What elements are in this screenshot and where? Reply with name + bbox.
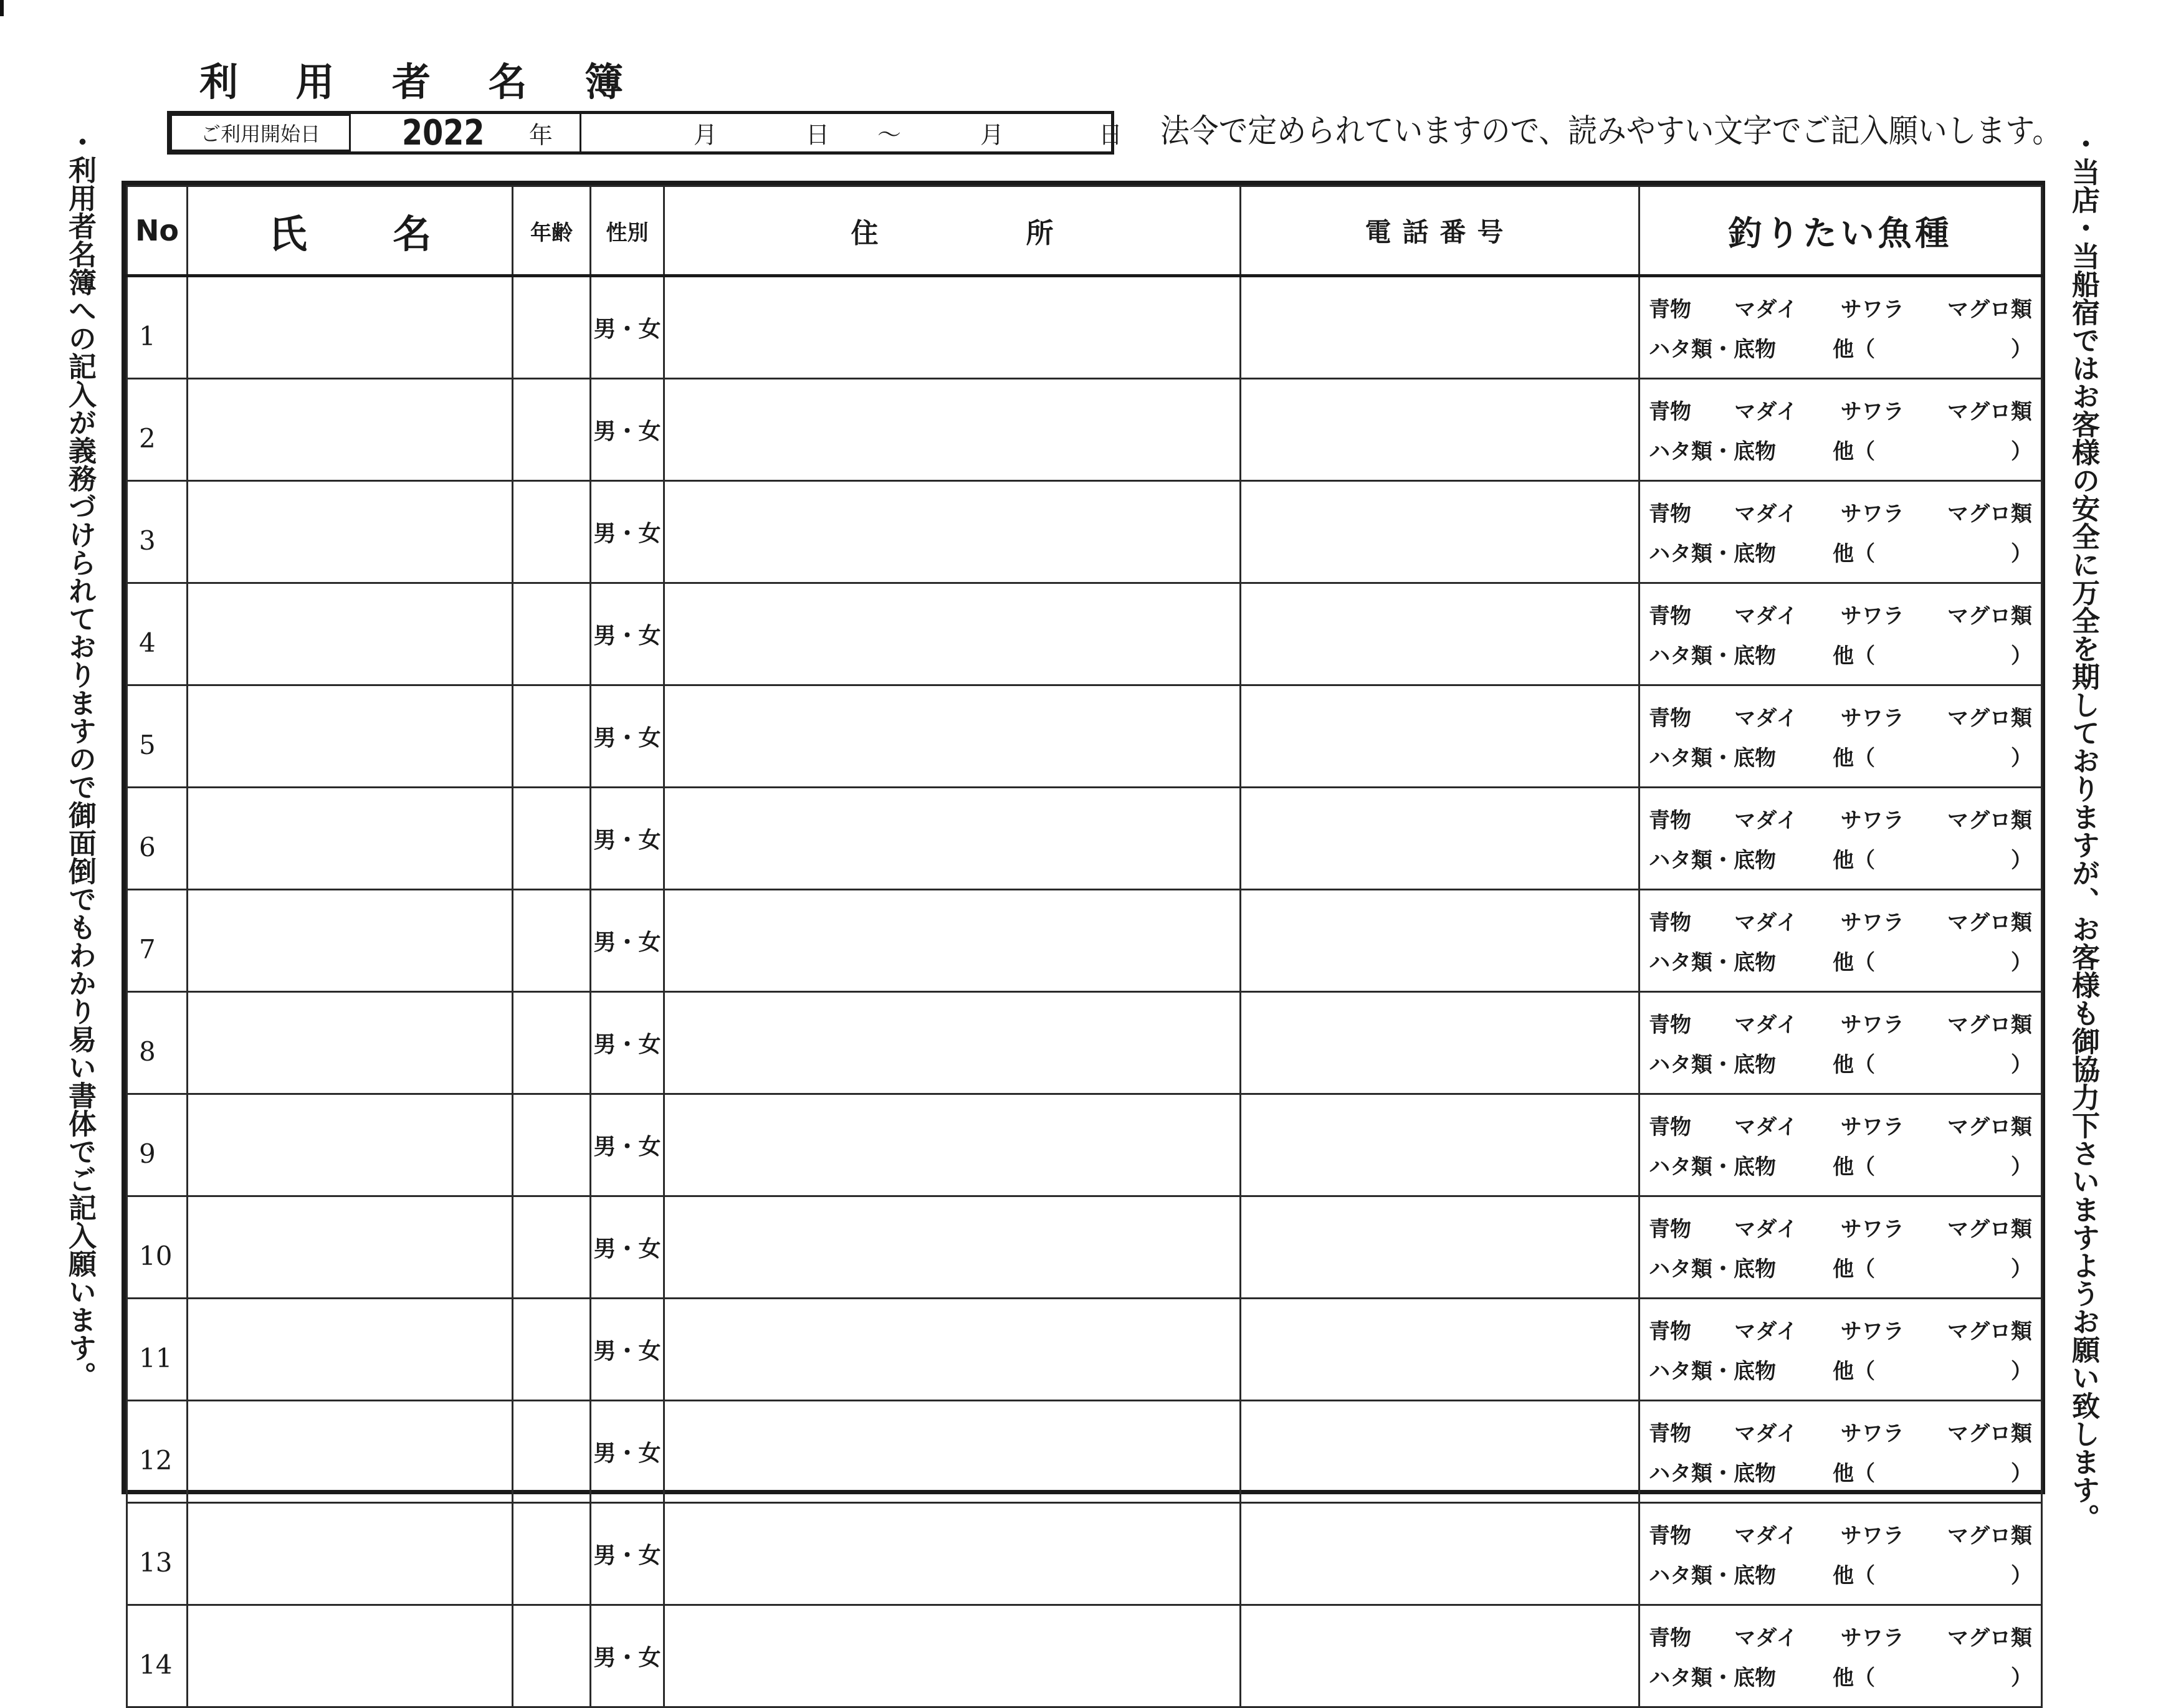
- fish-line-1: [1649, 1105, 2032, 1145]
- fish-line-2: [1649, 328, 2032, 368]
- fish-option[interactable]: マグロ類: [1947, 604, 2032, 629]
- fish-line-2: [1649, 1043, 2032, 1083]
- fish-option[interactable]: 青物: [1649, 297, 1691, 322]
- gender-options[interactable]: 男・女: [591, 481, 664, 583]
- table-row: [127, 583, 2042, 685]
- header-fish: 釣りたい魚種: [1639, 186, 2042, 276]
- fish-option[interactable]: 青物: [1649, 910, 1691, 935]
- fish-options-cell[interactable]: [1639, 1503, 2042, 1605]
- row-number: 13: [127, 1503, 188, 1605]
- header-address-char: 住: [851, 217, 879, 249]
- fish-option[interactable]: サワラ: [1840, 1421, 1904, 1446]
- fish-option[interactable]: サワラ: [1840, 502, 1904, 527]
- fish-option[interactable]: 青物: [1649, 706, 1691, 731]
- other-close: ）: [2011, 1359, 2032, 1384]
- other-open: 他（: [1833, 1563, 1875, 1588]
- fish-option[interactable]: マダイ: [1734, 1421, 1798, 1446]
- row-number: 6: [127, 788, 188, 890]
- fish-other-field[interactable]: [1833, 741, 2032, 771]
- table-row: [127, 1605, 2042, 1707]
- phone-cell[interactable]: [1241, 1299, 1639, 1401]
- gender-options[interactable]: 男・女: [591, 276, 664, 379]
- fish-other-field[interactable]: [1833, 1150, 2032, 1180]
- table-row: [127, 1299, 2042, 1401]
- fish-option[interactable]: サワラ: [1840, 1115, 1904, 1140]
- fish-option[interactable]: ハタ類・底物: [1649, 1563, 1776, 1588]
- age-cell[interactable]: [513, 379, 591, 481]
- fish-line-1: [1649, 1616, 2032, 1656]
- title-char: 利: [199, 59, 239, 105]
- fish-option[interactable]: サワラ: [1840, 1217, 1904, 1242]
- fish-option[interactable]: サワラ: [1840, 604, 1904, 629]
- fish-option[interactable]: マグロ類: [1947, 1115, 2032, 1140]
- other-open: 他（: [1833, 950, 1875, 975]
- address-cell[interactable]: [664, 890, 1241, 992]
- fish-option[interactable]: マダイ: [1734, 604, 1798, 629]
- fish-options-cell[interactable]: [1639, 379, 2042, 481]
- other-close: ）: [2011, 1461, 2032, 1486]
- fish-options-cell[interactable]: [1639, 1094, 2042, 1196]
- fish-option[interactable]: サワラ: [1840, 297, 1904, 322]
- right-side-note: ・当店・当船宿ではお客様の安全に万全を期しておりますが、お客様も御協力下さいますようお願い致します。: [2067, 130, 2100, 1532]
- other-close: ）: [2011, 1155, 2032, 1180]
- fish-option[interactable]: マダイ: [1734, 1115, 1798, 1140]
- name-cell[interactable]: [188, 890, 513, 992]
- fish-line-1: [1649, 1514, 2032, 1554]
- other-open: 他（: [1833, 746, 1875, 771]
- age-cell[interactable]: [513, 1605, 591, 1707]
- gender-options[interactable]: 男・女: [591, 1503, 664, 1605]
- age-cell[interactable]: [513, 1094, 591, 1196]
- name-cell[interactable]: [188, 276, 513, 379]
- other-open: 他（: [1833, 1257, 1875, 1282]
- phone-cell[interactable]: [1241, 788, 1639, 890]
- fish-other-field[interactable]: [1833, 1661, 2032, 1691]
- fish-option[interactable]: マグロ類: [1947, 399, 2032, 424]
- usage-start-label: ご利用開始日: [170, 114, 351, 151]
- fish-other-field[interactable]: [1833, 1047, 2032, 1078]
- fish-option[interactable]: マグロ類: [1947, 1524, 2032, 1548]
- fish-option[interactable]: ハタ類・底物: [1649, 439, 1776, 464]
- date-range-field[interactable]: [581, 114, 1123, 151]
- fish-option[interactable]: マグロ類: [1947, 502, 2032, 527]
- other-close: ）: [2011, 848, 2032, 873]
- fish-option[interactable]: マダイ: [1734, 808, 1798, 833]
- fish-option[interactable]: マダイ: [1734, 502, 1798, 527]
- other-close: ）: [2011, 1563, 2032, 1588]
- fish-option[interactable]: マダイ: [1734, 1626, 1798, 1651]
- fish-line-2: [1649, 941, 2032, 981]
- fish-option[interactable]: 青物: [1649, 399, 1691, 424]
- name-cell[interactable]: [188, 685, 513, 788]
- table-row: [127, 1196, 2042, 1299]
- gender-options[interactable]: 男・女: [591, 992, 664, 1094]
- gender-options[interactable]: 男・女: [591, 1094, 664, 1196]
- fish-other-field[interactable]: [1833, 537, 2032, 567]
- header-address: [664, 186, 1241, 276]
- address-cell[interactable]: [664, 481, 1241, 583]
- gender-options[interactable]: 男・女: [591, 1196, 664, 1299]
- header-address-char: 所: [1026, 217, 1054, 249]
- fish-option[interactable]: マグロ類: [1947, 297, 2032, 322]
- start-month-label: 月: [694, 121, 718, 149]
- year-field[interactable]: [351, 114, 581, 151]
- address-cell[interactable]: [664, 1094, 1241, 1196]
- fish-option[interactable]: ハタ類・底物: [1649, 644, 1776, 669]
- other-close: ）: [2011, 950, 2032, 975]
- row-number: 5: [127, 685, 188, 788]
- fish-line-2: [1649, 1452, 2032, 1492]
- fish-option[interactable]: ハタ類・底物: [1649, 337, 1776, 362]
- gender-options[interactable]: 男・女: [591, 1401, 664, 1503]
- fish-option[interactable]: サワラ: [1840, 706, 1904, 731]
- fish-line-1: [1649, 492, 2032, 532]
- title-char: 簿: [584, 59, 623, 105]
- table-row: [127, 481, 2042, 583]
- other-open: 他（: [1833, 1666, 1875, 1691]
- fish-options-cell[interactable]: [1639, 481, 2042, 583]
- fish-options-cell[interactable]: [1639, 1401, 2042, 1503]
- address-cell[interactable]: [664, 685, 1241, 788]
- fish-option[interactable]: ハタ類・底物: [1649, 1461, 1776, 1486]
- title-char: 用: [295, 59, 335, 105]
- row-number: 4: [127, 583, 188, 685]
- name-cell[interactable]: [188, 788, 513, 890]
- header-age: 年齢: [513, 186, 591, 276]
- fish-other-field[interactable]: [1833, 945, 2032, 976]
- fish-option[interactable]: ハタ類・底物: [1649, 746, 1776, 771]
- age-cell[interactable]: [513, 276, 591, 379]
- header-no: No: [127, 186, 188, 276]
- fish-line-1: [1649, 390, 2032, 430]
- address-cell[interactable]: [664, 788, 1241, 890]
- other-close: ）: [2011, 746, 2032, 771]
- fish-option[interactable]: マグロ類: [1947, 1217, 2032, 1242]
- fish-line-2: [1649, 839, 2032, 879]
- fish-option[interactable]: ハタ類・底物: [1649, 1052, 1776, 1077]
- fish-option[interactable]: ハタ類・底物: [1649, 542, 1776, 566]
- address-cell[interactable]: [664, 1401, 1241, 1503]
- gender-options[interactable]: 男・女: [591, 1299, 664, 1401]
- header-name-char: 名: [393, 211, 432, 257]
- phone-cell[interactable]: [1241, 1605, 1639, 1707]
- roster-table: [122, 181, 2045, 1691]
- address-cell[interactable]: [664, 992, 1241, 1094]
- left-side-note: ・利用者名簿への記入が義務づけられておりますので御面倒でもわかり易い書体でご記入願います。: [64, 128, 97, 1390]
- fish-option[interactable]: 青物: [1649, 1421, 1691, 1446]
- phone-cell[interactable]: [1241, 481, 1639, 583]
- other-open: 他（: [1833, 1052, 1875, 1077]
- address-cell[interactable]: [664, 1503, 1241, 1605]
- row-number: 12: [127, 1401, 188, 1503]
- other-close: ）: [2011, 1666, 2032, 1691]
- fish-option[interactable]: 青物: [1649, 1319, 1691, 1344]
- age-cell[interactable]: [513, 1299, 591, 1401]
- fish-option[interactable]: サワラ: [1840, 1319, 1904, 1344]
- fish-other-field[interactable]: [1833, 1558, 2032, 1589]
- fish-option[interactable]: マダイ: [1734, 910, 1798, 935]
- fish-options-cell[interactable]: [1639, 788, 2042, 890]
- row-number: 9: [127, 1094, 188, 1196]
- phone-cell[interactable]: [1241, 583, 1639, 685]
- start-day-label: 日: [806, 121, 830, 149]
- other-close: ）: [2011, 644, 2032, 669]
- fish-option[interactable]: サワラ: [1840, 808, 1904, 833]
- table-row: [127, 1401, 2042, 1503]
- fish-option[interactable]: マグロ類: [1947, 808, 2032, 833]
- other-open: 他（: [1833, 1155, 1875, 1180]
- row-number: 3: [127, 481, 188, 583]
- row-number: 2: [127, 379, 188, 481]
- gender-options[interactable]: 男・女: [591, 685, 664, 788]
- legal-notice: 法令で定められていますので、読みやすい文字でご記入願いします。: [1160, 113, 2062, 150]
- fish-line-1: [1649, 1310, 2032, 1350]
- other-close: ）: [2011, 1257, 2032, 1282]
- fish-option[interactable]: サワラ: [1840, 399, 1904, 424]
- fish-option[interactable]: サワラ: [1840, 1524, 1904, 1548]
- table-row: [127, 685, 2042, 788]
- fish-line-2: [1649, 1656, 2032, 1696]
- row-number: 8: [127, 992, 188, 1094]
- fish-options-cell[interactable]: [1639, 890, 2042, 992]
- fish-option[interactable]: ハタ類・底物: [1649, 1155, 1776, 1180]
- other-close: ）: [2011, 337, 2032, 362]
- fish-line-2: [1649, 737, 2032, 776]
- fish-option[interactable]: ハタ類・底物: [1649, 1257, 1776, 1282]
- age-cell[interactable]: [513, 1503, 591, 1605]
- gender-options[interactable]: 男・女: [591, 890, 664, 992]
- other-open: 他（: [1833, 542, 1875, 566]
- roster-body: [127, 276, 2042, 1707]
- gender-options[interactable]: 男・女: [591, 1605, 664, 1707]
- fish-option[interactable]: マダイ: [1734, 1217, 1798, 1242]
- fish-option[interactable]: マグロ類: [1947, 1626, 2032, 1651]
- page-title: [199, 57, 623, 107]
- fish-line-1: [1649, 1003, 2032, 1043]
- year-unit: 年: [528, 121, 553, 149]
- phone-cell[interactable]: [1241, 890, 1639, 992]
- other-open: 他（: [1833, 644, 1875, 669]
- fish-option[interactable]: ハタ類・底物: [1649, 1359, 1776, 1384]
- age-cell[interactable]: [513, 1401, 591, 1503]
- name-cell[interactable]: [188, 992, 513, 1094]
- fish-option[interactable]: サワラ: [1840, 1626, 1904, 1651]
- table-header-row: [127, 186, 2042, 276]
- age-cell[interactable]: [513, 890, 591, 992]
- end-month-label: 月: [980, 121, 1005, 149]
- fish-line-2: [1649, 1350, 2032, 1390]
- header-gender: 性別: [591, 186, 664, 276]
- fish-line-1: [1649, 697, 2032, 737]
- fish-option[interactable]: サワラ: [1840, 1013, 1904, 1038]
- phone-cell[interactable]: [1241, 1196, 1639, 1299]
- address-cell[interactable]: [664, 1299, 1241, 1401]
- table-row: [127, 276, 2042, 379]
- age-cell[interactable]: [513, 992, 591, 1094]
- fish-option[interactable]: マダイ: [1734, 1524, 1798, 1548]
- name-cell[interactable]: [188, 583, 513, 685]
- name-cell[interactable]: [188, 481, 513, 583]
- range-tilde: 〜: [877, 121, 902, 149]
- fish-line-1: [1649, 1412, 2032, 1452]
- fish-options-cell[interactable]: [1639, 1605, 2042, 1707]
- fish-options-cell[interactable]: [1639, 276, 2042, 379]
- row-number: 7: [127, 890, 188, 992]
- other-close: ）: [2011, 1052, 2032, 1077]
- fish-option[interactable]: マグロ類: [1947, 1013, 2032, 1038]
- name-cell[interactable]: [188, 1299, 513, 1401]
- other-close: ）: [2011, 439, 2032, 464]
- fish-line-2: [1649, 532, 2032, 572]
- address-cell[interactable]: [664, 379, 1241, 481]
- year-value: 2022: [402, 112, 485, 153]
- fish-other-field[interactable]: [1833, 639, 2032, 669]
- other-open: 他（: [1833, 1461, 1875, 1486]
- fish-option[interactable]: 青物: [1649, 1524, 1691, 1548]
- fish-option[interactable]: マダイ: [1734, 1319, 1798, 1344]
- fish-line-2: [1649, 1145, 2032, 1185]
- other-open: 他（: [1833, 1359, 1875, 1384]
- phone-cell[interactable]: [1241, 379, 1639, 481]
- fish-option[interactable]: 青物: [1649, 1115, 1691, 1140]
- fish-line-1: [1649, 1208, 2032, 1248]
- fish-option[interactable]: 青物: [1649, 604, 1691, 629]
- fish-option[interactable]: 青物: [1649, 502, 1691, 527]
- table-row: [127, 788, 2042, 890]
- phone-cell[interactable]: [1241, 1094, 1639, 1196]
- table-row: [127, 1094, 2042, 1196]
- other-open: 他（: [1833, 439, 1875, 464]
- age-cell[interactable]: [513, 481, 591, 583]
- fish-options-cell[interactable]: [1639, 992, 2042, 1094]
- row-number: 14: [127, 1605, 188, 1707]
- other-open: 他（: [1833, 337, 1875, 362]
- fish-line-2: [1649, 430, 2032, 470]
- fish-option[interactable]: サワラ: [1840, 910, 1904, 935]
- end-day-label: 日: [1099, 121, 1123, 149]
- fish-option[interactable]: 青物: [1649, 1013, 1691, 1038]
- fish-line-2: [1649, 1554, 2032, 1594]
- fish-other-field[interactable]: [1833, 1456, 2032, 1487]
- fish-option[interactable]: 青物: [1649, 1626, 1691, 1651]
- other-close: ）: [2011, 542, 2032, 566]
- name-cell[interactable]: [188, 379, 513, 481]
- row-number: 1: [127, 276, 188, 379]
- age-cell[interactable]: [513, 788, 591, 890]
- fish-options-cell[interactable]: [1639, 1299, 2042, 1401]
- title-char: 者: [391, 59, 431, 105]
- address-cell[interactable]: [664, 276, 1241, 379]
- fish-options-cell[interactable]: [1639, 1196, 2042, 1299]
- fish-option[interactable]: マダイ: [1734, 297, 1798, 322]
- fish-option[interactable]: 青物: [1649, 1217, 1691, 1242]
- name-cell[interactable]: [188, 1401, 513, 1503]
- name-cell[interactable]: [188, 1094, 513, 1196]
- fish-option[interactable]: マダイ: [1734, 399, 1798, 424]
- table-row: [127, 1503, 2042, 1605]
- fish-other-field[interactable]: [1833, 332, 2032, 363]
- phone-cell[interactable]: [1241, 685, 1639, 788]
- address-cell[interactable]: [664, 1605, 1241, 1707]
- age-cell[interactable]: [513, 1196, 591, 1299]
- fish-other-field[interactable]: [1833, 434, 2032, 465]
- fish-line-1: [1649, 288, 2032, 328]
- age-cell[interactable]: [513, 685, 591, 788]
- row-number: 10: [127, 1196, 188, 1299]
- fish-option[interactable]: マグロ類: [1947, 910, 2032, 935]
- fish-other-field[interactable]: [1833, 843, 2032, 874]
- header-name: [188, 186, 513, 276]
- usage-period-box: [167, 111, 1123, 155]
- table-row: [127, 379, 2042, 481]
- fish-options-cell[interactable]: [1639, 685, 2042, 788]
- fish-option[interactable]: マダイ: [1734, 706, 1798, 731]
- phone-cell[interactable]: [1241, 1503, 1639, 1605]
- header-name-char: 氏: [268, 211, 307, 257]
- fish-line-1: [1649, 799, 2032, 839]
- gender-options[interactable]: 男・女: [591, 788, 664, 890]
- fish-option[interactable]: マグロ類: [1947, 1319, 2032, 1344]
- fish-option[interactable]: ハタ類・底物: [1649, 1666, 1776, 1691]
- fish-option[interactable]: ハタ類・底物: [1649, 950, 1776, 975]
- title-char: 名: [488, 59, 527, 105]
- fish-other-field[interactable]: [1833, 1252, 2032, 1282]
- address-cell[interactable]: [664, 1196, 1241, 1299]
- name-cell[interactable]: [188, 1605, 513, 1707]
- name-cell[interactable]: [188, 1196, 513, 1299]
- phone-cell[interactable]: [1241, 992, 1639, 1094]
- age-cell[interactable]: [513, 583, 591, 685]
- table-row: [127, 890, 2042, 992]
- scan-corner-mark: [0, 0, 4, 16]
- fish-option[interactable]: 青物: [1649, 808, 1691, 833]
- table-row: [127, 992, 2042, 1094]
- header-phone: 電話番号: [1241, 186, 1639, 276]
- fish-line-2: [1649, 634, 2032, 674]
- fish-line-1: [1649, 901, 2032, 941]
- gender-options[interactable]: 男・女: [591, 583, 664, 685]
- fish-option[interactable]: マダイ: [1734, 1013, 1798, 1038]
- phone-cell[interactable]: [1241, 1401, 1639, 1503]
- gender-options[interactable]: 男・女: [591, 379, 664, 481]
- fish-other-field[interactable]: [1833, 1354, 2032, 1385]
- other-open: 他（: [1833, 848, 1875, 873]
- fish-line-2: [1649, 1248, 2032, 1287]
- row-number: 11: [127, 1299, 188, 1401]
- name-cell[interactable]: [188, 1503, 513, 1605]
- phone-cell[interactable]: [1241, 276, 1639, 379]
- fish-line-1: [1649, 594, 2032, 634]
- fish-options-cell[interactable]: [1639, 583, 2042, 685]
- fish-option[interactable]: ハタ類・底物: [1649, 848, 1776, 873]
- address-cell[interactable]: [664, 583, 1241, 685]
- fish-option[interactable]: マグロ類: [1947, 706, 2032, 731]
- fish-option[interactable]: マグロ類: [1947, 1421, 2032, 1446]
